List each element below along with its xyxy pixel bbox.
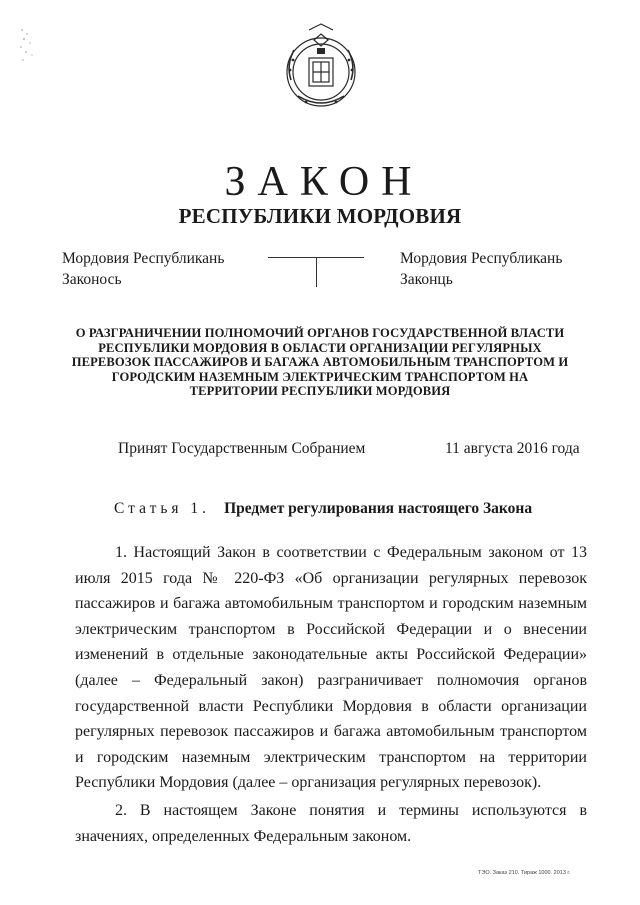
header-right-line1: Мордовия Республикань [400, 250, 563, 267]
law-subtitle: РЕСПУБЛИКИ МОРДОВИЯ [178, 204, 462, 228]
header-left-line1: Мордовия Республикань [62, 250, 225, 267]
adopted-by: Принят Государственным Собранием [118, 440, 366, 457]
article-title: Предмет регулирования настоящего Закона [224, 500, 533, 517]
print-footer: ТЭО. Заказ 210. Тираж 1000. 2013 г. [478, 870, 571, 876]
header-left [62, 248, 262, 290]
paragraph-1: 1. Настоящий Закон в соответствии с Федеральным законом от 13 июля 2015 года № 220-ФЗ «Об организации регулярных перевозок пассажиров и багажа автомобильным транспортом и городским наземным электрическим транспортом в Российской Федерации и о внесении изменений в отдельные законодательные акты Российской Федерации» (далее – Федеральный закон) разграничивает полномочия органов государственной власти Республики Мордовия в области организации регулярных перевозок пассажиров и багажа автомобильным транспортом и городским наземным электрическим транспортом на территории Республики Мордовия (далее – организация регулярных перевозок). [75, 544, 587, 792]
header-divider-vertical [316, 257, 317, 287]
adopted-date: 11 августа 2016 года [445, 440, 580, 457]
law-heading: О РАЗГРАНИЧЕНИИ ПОЛНОМОЧИЙ ОРГАНОВ ГОСУДАРСТВЕННОЙ ВЛАСТИ РЕСПУБЛИКИ МОРДОВИЯ В ОБЛАСТИ ОРГАНИЗАЦИИ РЕГУЛЯРНЫХ ПЕРЕВОЗОК ПАССАЖИРОВ И БАГАЖА АВТОМОБИЛЬНЫМ ТРАНСПОРТОМ И ГОРОДСКИМ НАЗЕМНЫМ ЭЛЕКТРИЧЕСКИМ ТРАНСПОРТОМ НА ТЕРРИТОРИИ РЕСПУБЛИКИ МОРДОВИЯ [71, 326, 569, 398]
coat-of-arms-icon [276, 20, 366, 120]
header-right-line2: Законць [400, 271, 453, 288]
article-label: Статья 1. [114, 500, 211, 517]
header-left-line2: Законось [62, 271, 122, 288]
scan-noise [18, 8, 58, 88]
law-title: ЗАКОН [224, 159, 424, 205]
paragraph-2: 2. В настоящем Законе понятия и термины используются в значениях, определенных Федеральным законом. [75, 802, 587, 845]
article-heading [114, 500, 532, 518]
header-right [400, 248, 600, 290]
